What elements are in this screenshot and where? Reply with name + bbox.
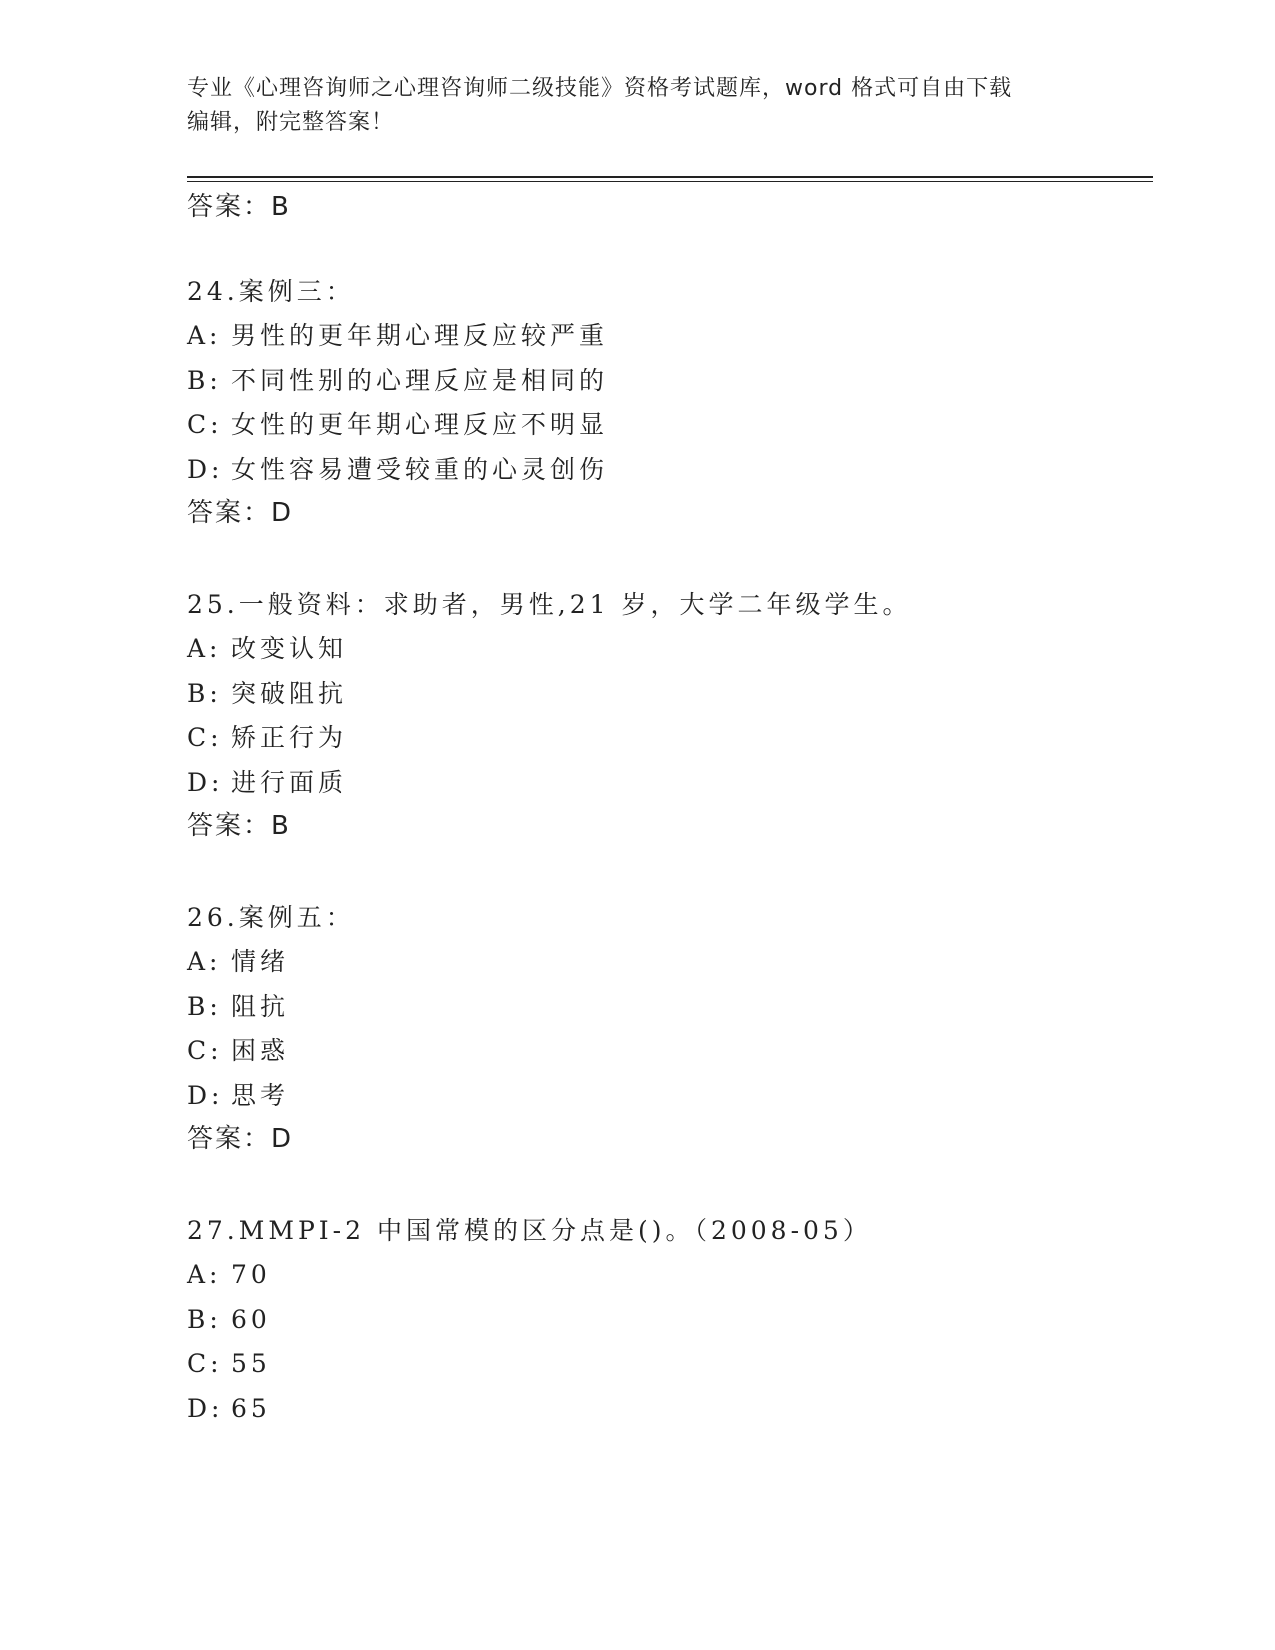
option-label: A: (187, 634, 222, 663)
option-a (187, 634, 347, 664)
option-label: D: (187, 455, 224, 484)
question-title: 24.案例三： (187, 277, 355, 306)
option-text: 55 (231, 1349, 271, 1378)
option-label: B: (187, 992, 222, 1021)
question-title: 26.案例五： (187, 903, 355, 932)
option-label: D: (187, 1394, 224, 1423)
option-text: 65 (231, 1394, 271, 1423)
document-header (187, 72, 1087, 140)
option-text: 突破阻抗 (231, 679, 348, 708)
option-text: 不同性别的心理反应是相同的 (231, 366, 609, 395)
option-c (187, 1349, 271, 1379)
option-a (187, 947, 289, 977)
option-text: 女性的更年期心理反应不明显 (231, 410, 609, 439)
option-label: B: (187, 679, 222, 708)
header-divider-thick (187, 176, 1153, 178)
option-text: 困惑 (231, 1036, 290, 1065)
answer-line: 答案：B (187, 192, 291, 222)
option-b (187, 1305, 271, 1335)
question-title: 27.MMPI-2 中国常模的区分点是()。（2008-05） (187, 1216, 872, 1245)
option-text: 阻抗 (231, 992, 290, 1021)
option-label: C: (187, 410, 223, 439)
option-a (187, 1260, 271, 1290)
answer-line: 答案：D (187, 1124, 294, 1154)
option-label: C: (187, 1036, 223, 1065)
option-text: 70 (231, 1260, 271, 1289)
option-d (187, 455, 608, 485)
option-text: 进行面质 (231, 768, 348, 797)
option-text: 思考 (231, 1081, 290, 1110)
option-c (187, 410, 608, 440)
option-b (187, 992, 289, 1022)
header-line-2: 编辑，附完整答案！ (187, 110, 395, 135)
option-text: 女性容易遭受较重的心灵创伤 (231, 455, 609, 484)
option-d (187, 1081, 289, 1111)
option-c (187, 1036, 289, 1066)
option-b (187, 679, 347, 709)
option-label: C: (187, 1349, 223, 1378)
option-label: D: (187, 1081, 224, 1110)
question-title: 25.一般资料：求助者，男性,21 岁，大学二年级学生。 (187, 590, 912, 619)
header-divider-thin (187, 181, 1153, 182)
option-label: B: (187, 1305, 222, 1334)
option-text: 60 (231, 1305, 271, 1334)
option-a (187, 321, 608, 351)
header-line-1: 专业《心理咨询师之心理咨询师二级技能》资格考试题库，word 格式可自由下载 (187, 76, 1013, 101)
option-b (187, 366, 608, 396)
option-label: A: (187, 321, 222, 350)
option-text: 情绪 (231, 947, 290, 976)
option-label: A: (187, 1260, 222, 1289)
option-label: B: (187, 366, 222, 395)
option-text: 改变认知 (231, 634, 348, 663)
option-label: A: (187, 947, 222, 976)
option-text: 男性的更年期心理反应较严重 (231, 321, 609, 350)
option-label: C: (187, 723, 223, 752)
option-d (187, 1394, 271, 1424)
option-text: 矫正行为 (231, 723, 348, 752)
option-c (187, 723, 347, 753)
option-d (187, 768, 347, 798)
answer-line: 答案：B (187, 811, 291, 841)
option-label: D: (187, 768, 224, 797)
answer-line: 答案：D (187, 498, 294, 528)
